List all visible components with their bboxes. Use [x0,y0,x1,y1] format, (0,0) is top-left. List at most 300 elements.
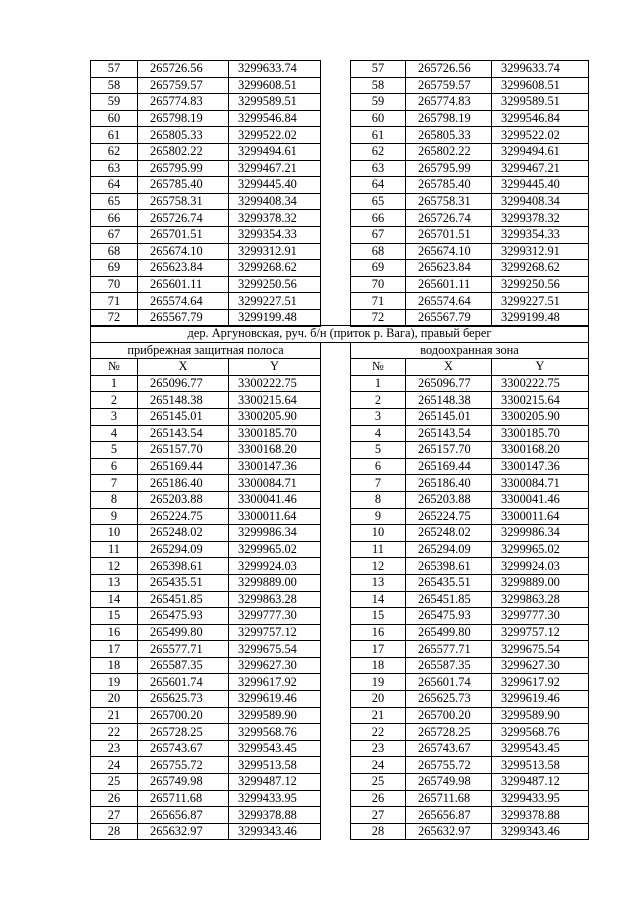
point-number: 72 [351,309,406,326]
coord-y: 3299757.12 [229,624,321,641]
point-number: 11 [91,541,138,558]
table-row [91,243,589,260]
coord-x: 265728.25 [406,724,492,741]
table-gap [321,823,351,840]
point-number: 17 [351,641,406,658]
table-row [91,442,589,459]
point-number: 69 [351,260,406,277]
point-number: 20 [351,691,406,708]
coord-x: 265143.54 [406,425,492,442]
point-number: 20 [91,691,138,708]
table-gap [321,624,351,641]
table-row [91,375,589,392]
point-number: 2 [351,392,406,409]
coord-y: 3299312.91 [229,243,321,260]
table-row [91,475,589,492]
coord-x: 265169.44 [138,458,229,475]
table-gap [321,691,351,708]
header-x: X [406,359,492,376]
coord-x: 265774.83 [138,94,229,111]
point-number: 28 [91,823,138,840]
coord-x: 265499.80 [406,624,492,641]
point-number: 17 [91,641,138,658]
coord-y: 3299354.33 [492,226,589,243]
coord-y: 3299445.40 [492,177,589,194]
coord-x: 265148.38 [138,392,229,409]
subtitle-row [91,342,589,359]
coord-y: 3299433.95 [229,790,321,807]
coord-y: 3299633.74 [229,61,321,78]
table-gap [321,425,351,442]
table-row [91,508,589,525]
coord-y: 3299568.76 [229,724,321,741]
point-number: 61 [351,127,406,144]
table-row [91,608,589,625]
header-x: X [138,359,229,376]
point-number: 21 [351,707,406,724]
coord-x: 265169.44 [406,458,492,475]
coord-x: 265802.22 [138,143,229,160]
point-number: 8 [351,491,406,508]
coord-x: 265726.74 [138,210,229,227]
coord-x: 265749.98 [138,774,229,791]
coord-y: 3299863.28 [492,591,589,608]
header-number: № [351,359,406,376]
coord-y: 3299889.00 [229,574,321,591]
point-number: 23 [91,740,138,757]
coord-y: 3299378.32 [229,210,321,227]
coord-x: 265726.74 [406,210,492,227]
table-row [91,143,589,160]
coordinates-table-top [90,60,589,327]
coord-x: 265711.68 [138,790,229,807]
point-number: 69 [91,260,138,277]
coord-y: 3299487.12 [492,774,589,791]
coord-x: 265224.75 [138,508,229,525]
coord-y: 3299589.90 [229,707,321,724]
coord-x: 265798.19 [406,110,492,127]
coord-y: 3299777.30 [229,608,321,625]
point-number: 23 [351,740,406,757]
point-number: 12 [351,558,406,575]
coord-y: 3299543.45 [229,740,321,757]
coord-y: 3299924.03 [492,558,589,575]
point-number: 27 [351,807,406,824]
coord-x: 265632.97 [406,823,492,840]
point-number: 27 [91,807,138,824]
coord-x: 265096.77 [406,375,492,392]
point-number: 6 [351,458,406,475]
coord-x: 265623.84 [406,260,492,277]
point-number: 5 [91,442,138,459]
point-number: 25 [351,774,406,791]
coord-x: 265148.38 [406,392,492,409]
coord-y: 3300205.90 [229,408,321,425]
point-number: 22 [351,724,406,741]
coord-y: 3300041.46 [229,491,321,508]
coord-x: 265601.74 [138,674,229,691]
coord-x: 265499.80 [138,624,229,641]
coord-x: 265577.71 [138,641,229,658]
table-gap [321,525,351,542]
table-row [91,558,589,575]
table-gap [321,61,351,78]
coord-x: 265726.56 [406,61,492,78]
coord-x: 265145.01 [138,408,229,425]
coord-y: 3300222.75 [492,375,589,392]
coord-x: 265625.73 [138,691,229,708]
coord-y: 3299268.62 [229,260,321,277]
coord-y: 3299608.51 [492,77,589,94]
coord-y: 3299343.46 [492,823,589,840]
header-y: Y [229,359,321,376]
coord-x: 265435.51 [406,574,492,591]
coord-x: 265700.20 [406,707,492,724]
point-number: 57 [351,61,406,78]
coord-x: 265096.77 [138,375,229,392]
table-gap [321,359,351,376]
table-gap [321,774,351,791]
coord-y: 3299627.30 [492,657,589,674]
point-number: 18 [351,657,406,674]
coord-x: 265398.61 [138,558,229,575]
table-gap [321,210,351,227]
point-number: 13 [91,574,138,591]
coord-y: 3299627.30 [229,657,321,674]
table-gap [321,342,351,359]
table-row [91,657,589,674]
table-row [91,574,589,591]
coord-y: 3299619.46 [229,691,321,708]
coord-x: 265186.40 [406,475,492,492]
coord-y: 3300215.64 [229,392,321,409]
table-gap [321,757,351,774]
table-row [91,774,589,791]
coord-y: 3300147.36 [492,458,589,475]
point-number: 14 [91,591,138,608]
point-number: 10 [91,525,138,542]
point-number: 63 [351,160,406,177]
coord-y: 3299354.33 [229,226,321,243]
table-row [91,458,589,475]
point-number: 24 [351,757,406,774]
coord-x: 265805.33 [138,127,229,144]
coord-y: 3299617.92 [229,674,321,691]
section-title: дер. Аргуновская, руч. б/н (приток р. Вага), правый берег [91,326,589,343]
table-row [91,77,589,94]
table-gap [321,608,351,625]
point-number: 2 [91,392,138,409]
coord-x: 265224.75 [406,508,492,525]
coord-y: 3299543.45 [492,740,589,757]
coord-x: 265577.71 [406,641,492,658]
point-number: 62 [91,143,138,160]
table-gap [321,790,351,807]
coord-y: 3299227.51 [229,293,321,310]
table-gap [321,707,351,724]
point-number: 25 [91,774,138,791]
point-number: 67 [91,226,138,243]
table-row [91,641,589,658]
header-y: Y [492,359,589,376]
table-row [91,193,589,210]
point-number: 59 [351,94,406,111]
point-number: 4 [351,425,406,442]
point-number: 63 [91,160,138,177]
table-row [91,94,589,111]
table-row [91,525,589,542]
point-number: 72 [91,309,138,326]
table-row [91,691,589,708]
table-gap [321,143,351,160]
coord-x: 265656.87 [406,807,492,824]
point-number: 57 [91,61,138,78]
table-row [91,110,589,127]
point-number: 66 [351,210,406,227]
table-row [91,61,589,78]
table-row [91,807,589,824]
point-number: 59 [91,94,138,111]
left-subtitle: прибрежная защитная полоса [91,342,321,359]
coord-x: 265795.99 [406,160,492,177]
table-row [91,823,589,840]
coord-x: 265674.10 [138,243,229,260]
point-number: 19 [91,674,138,691]
coord-y: 3299408.34 [229,193,321,210]
point-number: 68 [351,243,406,260]
coord-y: 3299199.48 [229,309,321,326]
coord-y: 3299408.34 [492,193,589,210]
coord-y: 3299675.54 [229,641,321,658]
table-gap [321,392,351,409]
point-number: 19 [351,674,406,691]
coord-y: 3299378.32 [492,210,589,227]
coord-x: 265623.84 [138,260,229,277]
point-number: 5 [351,442,406,459]
point-number: 24 [91,757,138,774]
coord-x: 265601.11 [406,276,492,293]
point-number: 64 [91,177,138,194]
point-number: 1 [351,375,406,392]
coord-x: 265743.67 [138,740,229,757]
point-number: 70 [91,276,138,293]
coord-y: 3299312.91 [492,243,589,260]
coord-y: 3300215.64 [492,392,589,409]
point-number: 71 [91,293,138,310]
table-gap [321,657,351,674]
coord-y: 3299589.90 [492,707,589,724]
table-gap [321,110,351,127]
coord-x: 265656.87 [138,807,229,824]
point-number: 62 [351,143,406,160]
coord-y: 3299199.48 [492,309,589,326]
coord-y: 3300011.64 [229,508,321,525]
coord-y: 3299589.51 [492,94,589,111]
point-number: 14 [351,591,406,608]
coord-y: 3299617.92 [492,674,589,691]
point-number: 21 [91,707,138,724]
point-number: 60 [91,110,138,127]
point-number: 68 [91,243,138,260]
coord-y: 3300168.20 [229,442,321,459]
point-number: 26 [351,790,406,807]
coord-y: 3299986.34 [492,525,589,542]
coord-y: 3299522.02 [229,127,321,144]
point-number: 71 [351,293,406,310]
table-gap [321,226,351,243]
coord-y: 3299757.12 [492,624,589,641]
table-gap [321,458,351,475]
coord-x: 265758.31 [406,193,492,210]
table-gap [321,375,351,392]
coord-y: 3299445.40 [229,177,321,194]
coord-y: 3300084.71 [492,475,589,492]
coord-x: 265795.99 [138,160,229,177]
coord-x: 265143.54 [138,425,229,442]
coord-y: 3299546.84 [492,110,589,127]
coord-x: 265805.33 [406,127,492,144]
table-row [91,425,589,442]
point-number: 60 [351,110,406,127]
coord-x: 265203.88 [406,491,492,508]
coord-x: 265749.98 [406,774,492,791]
point-number: 6 [91,458,138,475]
coord-y: 3300185.70 [229,425,321,442]
coordinates-table-bottom [90,325,589,840]
coord-y: 3299863.28 [229,591,321,608]
coord-y: 3300011.64 [492,508,589,525]
table-gap [321,276,351,293]
coord-y: 3299965.02 [492,541,589,558]
point-number: 15 [91,608,138,625]
coord-x: 265574.64 [406,293,492,310]
coord-x: 265758.31 [138,193,229,210]
coord-y: 3300205.90 [492,408,589,425]
point-number: 18 [91,657,138,674]
coord-y: 3300168.20 [492,442,589,459]
coord-x: 265701.51 [406,226,492,243]
coord-y: 3299467.21 [492,160,589,177]
coord-x: 265802.22 [406,143,492,160]
coord-x: 265798.19 [138,110,229,127]
table-gap [321,807,351,824]
point-number: 64 [351,177,406,194]
coord-y: 3299513.58 [492,757,589,774]
table-gap [321,94,351,111]
table-row [91,491,589,508]
table-gap [321,591,351,608]
point-number: 67 [351,226,406,243]
table-row [91,740,589,757]
table-gap [321,724,351,741]
table-gap [321,177,351,194]
header-number: № [91,359,138,376]
coord-y: 3299675.54 [492,641,589,658]
coord-y: 3299777.30 [492,608,589,625]
coord-x: 265774.83 [406,94,492,111]
table-gap [321,293,351,310]
header-row [91,359,589,376]
coord-x: 265700.20 [138,707,229,724]
point-number: 16 [351,624,406,641]
coord-x: 265451.85 [406,591,492,608]
table-row [91,408,589,425]
table-row [91,541,589,558]
coord-y: 3300185.70 [492,425,589,442]
coord-y: 3299467.21 [229,160,321,177]
coord-x: 265632.97 [138,823,229,840]
point-number: 7 [351,475,406,492]
table-gap [321,558,351,575]
coord-y: 3299250.56 [229,276,321,293]
coord-y: 3299250.56 [492,276,589,293]
coord-x: 265785.40 [406,177,492,194]
coord-y: 3299889.00 [492,574,589,591]
point-number: 12 [91,558,138,575]
coord-y: 3299494.61 [492,143,589,160]
coord-y: 3299522.02 [492,127,589,144]
coord-x: 265567.79 [406,309,492,326]
point-number: 3 [351,408,406,425]
point-number: 28 [351,823,406,840]
table-gap [321,491,351,508]
coord-x: 265157.70 [406,442,492,459]
coord-x: 265475.93 [406,608,492,625]
table-gap [321,160,351,177]
table-gap [321,674,351,691]
point-number: 1 [91,375,138,392]
coord-x: 265587.35 [406,657,492,674]
coord-y: 3299568.76 [492,724,589,741]
table-row [91,790,589,807]
coord-y: 3299619.46 [492,691,589,708]
coord-x: 265601.74 [406,674,492,691]
table-row [91,309,589,326]
coord-x: 265435.51 [138,574,229,591]
coord-x: 265451.85 [138,591,229,608]
point-number: 8 [91,491,138,508]
table-gap [321,127,351,144]
table-gap [321,408,351,425]
table-row [91,160,589,177]
section-title-row [91,326,589,343]
coord-x: 265755.72 [138,757,229,774]
table-row [91,624,589,641]
table-gap [321,508,351,525]
table-row [91,276,589,293]
coord-x: 265248.02 [406,525,492,542]
point-number: 11 [351,541,406,558]
table-gap [321,641,351,658]
coord-y: 3300084.71 [229,475,321,492]
table-gap [321,475,351,492]
point-number: 61 [91,127,138,144]
coord-y: 3299268.62 [492,260,589,277]
coord-x: 265743.67 [406,740,492,757]
coord-y: 3299986.34 [229,525,321,542]
point-number: 4 [91,425,138,442]
point-number: 26 [91,790,138,807]
coord-y: 3299924.03 [229,558,321,575]
coord-x: 265574.64 [138,293,229,310]
coord-y: 3299227.51 [492,293,589,310]
table-row [91,260,589,277]
coord-x: 265728.25 [138,724,229,741]
point-number: 70 [351,276,406,293]
table-gap [321,740,351,757]
coord-x: 265701.51 [138,226,229,243]
table-row [91,127,589,144]
